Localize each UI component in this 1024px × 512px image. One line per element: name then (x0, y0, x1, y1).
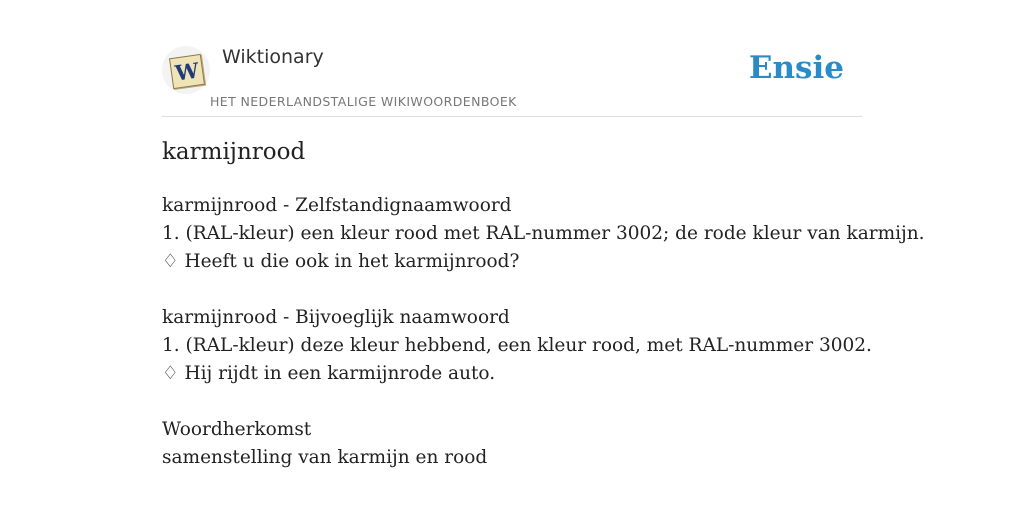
etymology-text: samenstelling van karmijn en rood (162, 447, 488, 468)
definition-section-noun (162, 192, 925, 276)
wiktionary-w-tile-icon: W (169, 54, 205, 89)
example-sentence: ♢ Hij rijdt in een karmijnrode auto. (162, 363, 496, 384)
page-title: karmijnrood (162, 139, 306, 165)
site-header (162, 0, 862, 117)
site-tagline: HET NEDERLANDSTALIGE WIKIWOORDENBOEK (210, 94, 517, 109)
example-sentence: ♢ Heeft u die ook in het karmijnrood? (162, 251, 520, 272)
section-heading: karmijnrood - Zelfstandignaamwoord (162, 195, 512, 216)
section-heading: karmijnrood - Bijvoeglijk naamwoord (162, 307, 510, 328)
entry-content (162, 192, 925, 500)
etymology-section (162, 416, 882, 472)
etymology-heading: Woordherkomst (162, 419, 312, 440)
definition-text: 1. (RAL-kleur) een kleur rood met RAL-nummer 3002; de rode kleur van karmijn. (162, 223, 925, 244)
definition-text: 1. (RAL-kleur) deze kleur hebbend, een kleur rood, met RAL-nummer 3002. (162, 335, 872, 356)
wiktionary-logo[interactable] (162, 46, 210, 94)
site-name[interactable]: Wiktionary (222, 46, 324, 68)
ensie-brand-logo[interactable]: Ensie (748, 50, 844, 86)
definition-section-adjective (162, 304, 882, 388)
